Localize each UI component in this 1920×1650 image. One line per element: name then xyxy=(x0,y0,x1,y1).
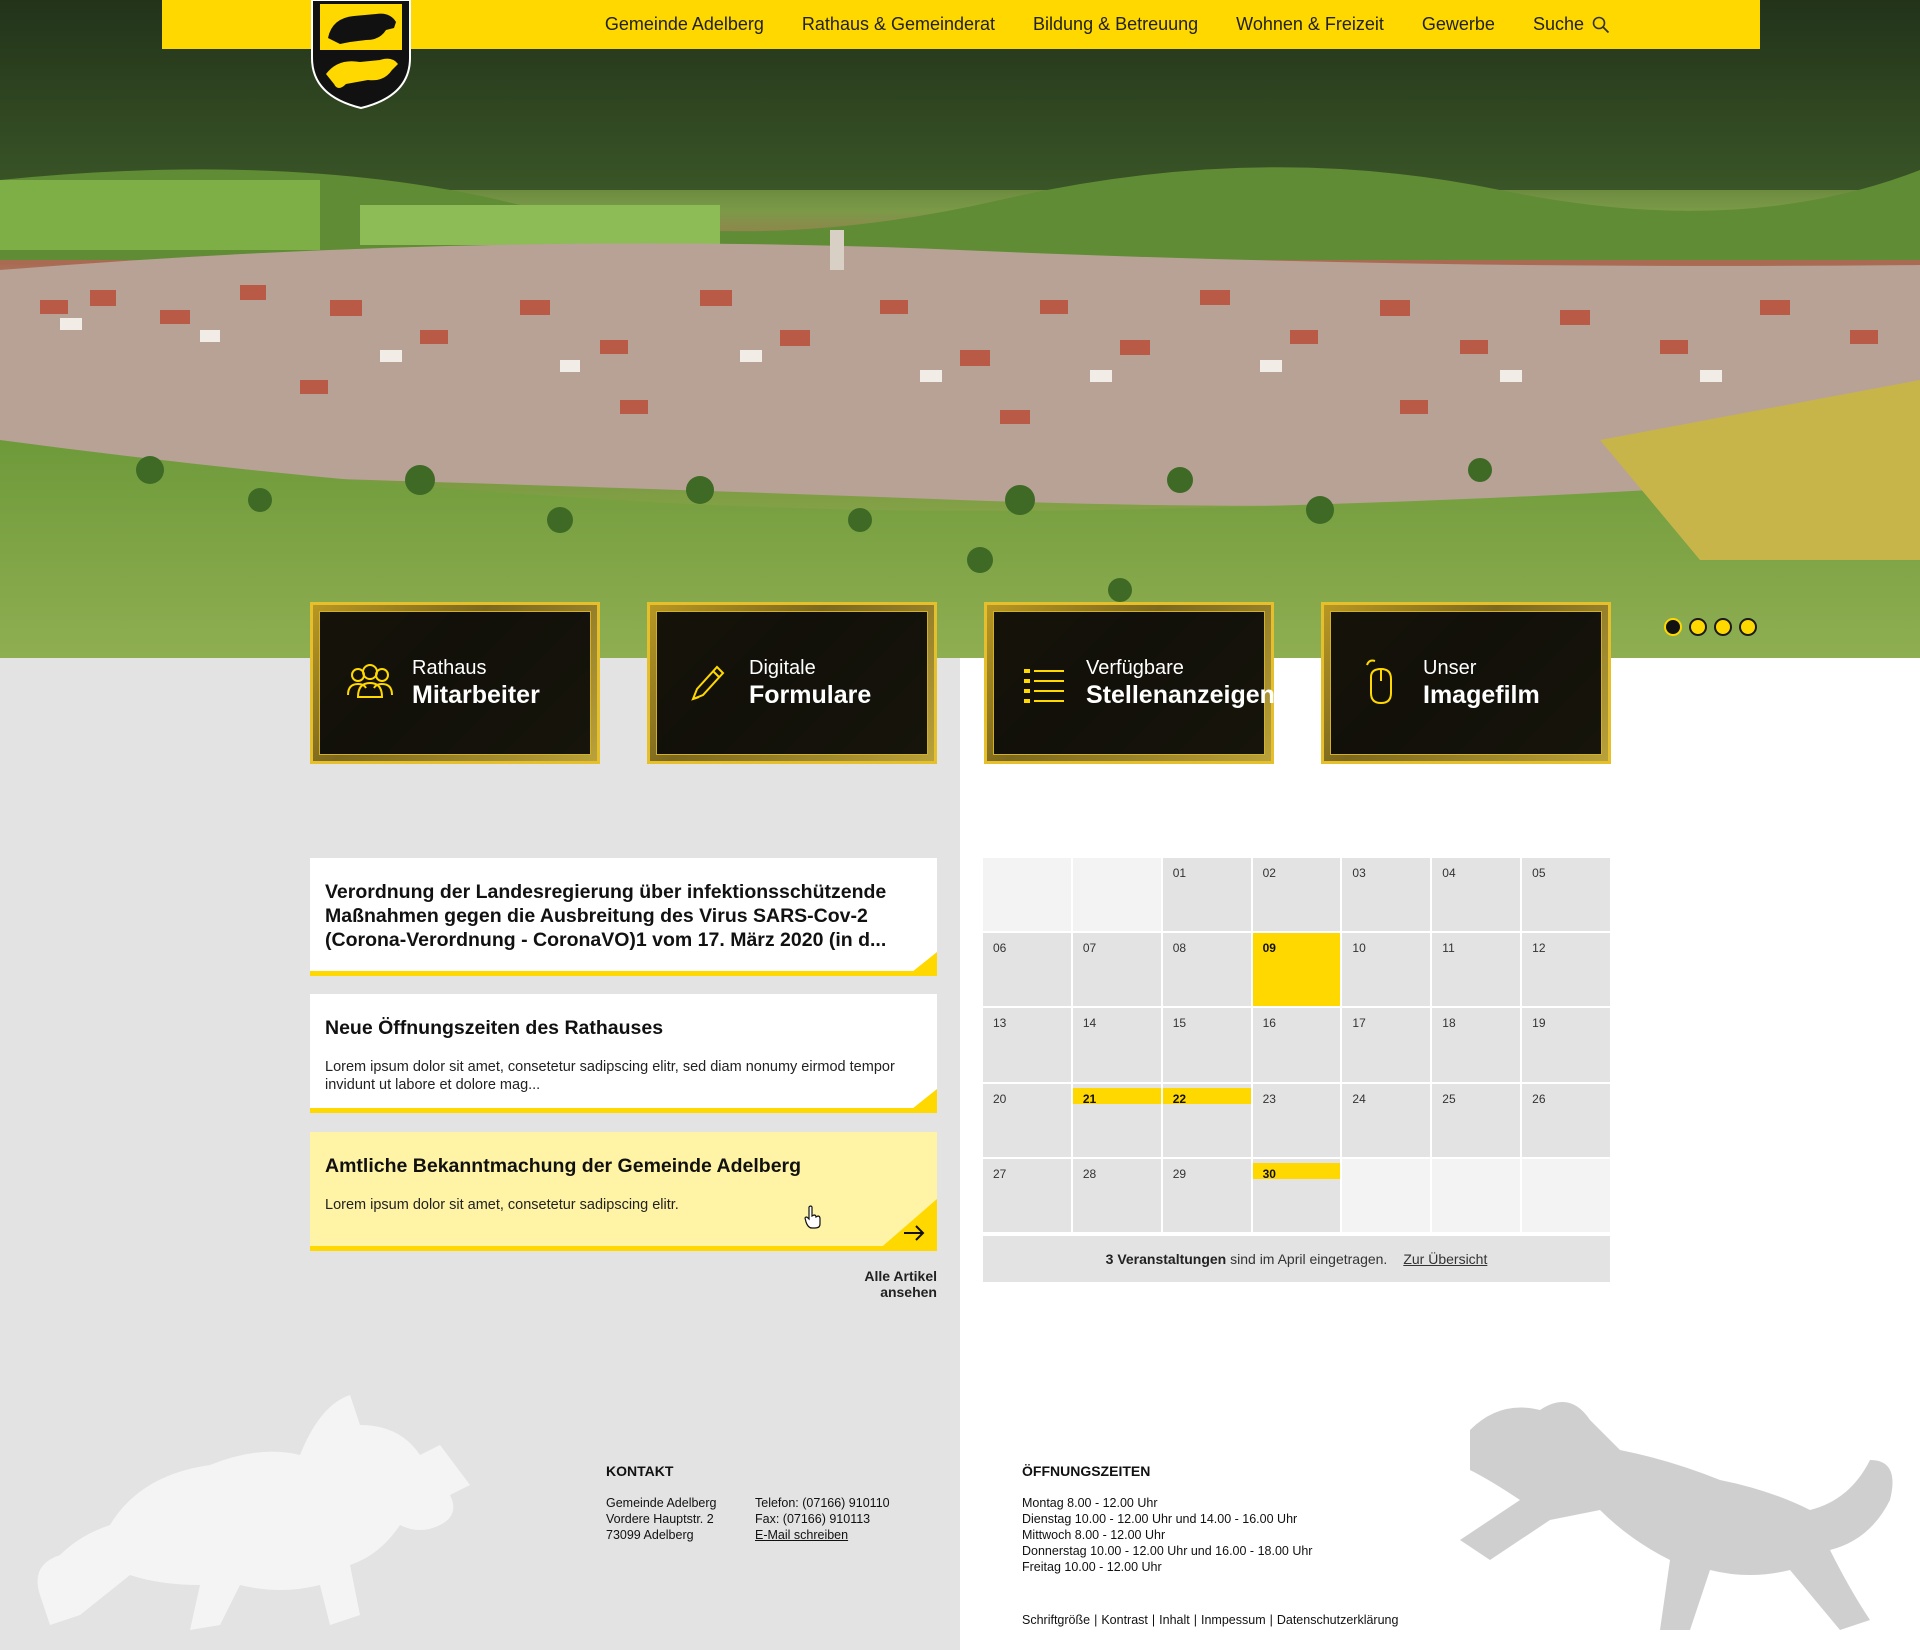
calendar-day[interactable] xyxy=(1163,933,1251,1006)
all-articles-link[interactable]: Alle Artikel ansehen xyxy=(864,1268,937,1300)
calendar-day[interactable] xyxy=(1073,1084,1161,1157)
calendar-empty-cell xyxy=(1522,1159,1610,1232)
people-icon xyxy=(342,655,398,711)
hero-image xyxy=(0,0,1920,658)
calendar-summary xyxy=(1106,1251,1388,1267)
tile-small-text: Rathaus xyxy=(412,657,487,679)
news-title: Verordnung der Landesregierung über infektionsschützende Maßnahmen gegen die Ausbreitung des Virus SARS-Cov-2 (Corona-Verordnung - CoronaVO)1 vom 17. März 2020 (in d... xyxy=(325,881,887,951)
opening-hours-line: Montag 8.00 - 12.00 Uhr xyxy=(1022,1496,1158,1510)
calendar-day-number: 26 xyxy=(1532,1091,1546,1106)
calendar-empty-cell xyxy=(1073,858,1161,931)
tile-inner xyxy=(993,611,1275,755)
address-line: Gemeinde Adelberg xyxy=(606,1496,717,1510)
calendar-day-number: 17 xyxy=(1352,1016,1366,1031)
calendar-day-number: 01 xyxy=(1172,866,1187,880)
calendar-day-number: 29 xyxy=(1172,1166,1187,1181)
address-line: 73099 Adelberg xyxy=(606,1528,694,1542)
calendar-day-number: 06 xyxy=(993,941,1007,956)
calendar-day-number: 07 xyxy=(1082,941,1097,956)
main-nav xyxy=(605,0,1610,49)
calendar-day[interactable] xyxy=(983,933,1071,1006)
contact-title: KONTAKT xyxy=(606,1463,674,1479)
lion-silhouette-icon xyxy=(1430,1390,1900,1640)
calendar-day[interactable] xyxy=(1253,933,1341,1006)
coat-of-arms-logo[interactable] xyxy=(310,0,412,110)
font-size-link[interactable]: Schriftgröße xyxy=(1022,1613,1091,1627)
search-icon xyxy=(1592,16,1610,34)
tile-inner xyxy=(656,611,928,755)
calendar-day-number: 18 xyxy=(1442,1016,1456,1031)
news-text: Lorem ipsum dolor sit amet, consetetur sadipscing elitr, sed diam nonumy eirmod tempor invidunt ut labore et dolore mag... xyxy=(325,1059,895,1093)
search-button[interactable] xyxy=(1533,14,1610,35)
calendar-day-number: 05 xyxy=(1532,866,1546,880)
opening-hours-title: ÖFFNUNGSZEITEN xyxy=(1022,1463,1151,1479)
pencil-icon xyxy=(679,655,735,711)
calendar-day-number: 12 xyxy=(1532,941,1546,956)
calendar-day[interactable] xyxy=(983,1159,1071,1232)
tile-small-text: Digitale xyxy=(749,657,816,679)
calendar-day[interactable] xyxy=(983,1084,1071,1157)
calendar-day[interactable] xyxy=(1522,1008,1610,1081)
news-item[interactable] xyxy=(310,994,937,1113)
list-icon xyxy=(1016,655,1072,711)
calendar-day-number: 10 xyxy=(1352,941,1366,956)
address-line: Vordere Hauptstr. 2 xyxy=(606,1512,714,1526)
calendar-day[interactable] xyxy=(1253,1159,1341,1232)
tile-formulare[interactable] xyxy=(647,602,937,764)
calendar-day[interactable] xyxy=(1073,1159,1161,1232)
calendar-day[interactable] xyxy=(1432,1084,1520,1157)
calendar-day-number: 16 xyxy=(1262,1016,1276,1031)
calendar-day-number: 23 xyxy=(1262,1091,1276,1106)
nav-bildung[interactable]: Bildung & Betreuung xyxy=(1033,14,1199,34)
calendar-day-number: 24 xyxy=(1352,1091,1366,1106)
calendar-day[interactable] xyxy=(1253,858,1341,931)
tile-small-text: Verfügbare xyxy=(1086,657,1184,679)
news-title: Amtliche Bekanntmachung der Gemeinde Adelberg xyxy=(325,1155,802,1177)
calendar-footer xyxy=(983,1236,1610,1282)
calendar-day-number: 11 xyxy=(1442,941,1455,956)
opening-hours-list xyxy=(1022,1495,1312,1575)
news-text: Lorem ipsum dolor sit amet, consetetur sadipscing elitr. xyxy=(325,1197,679,1213)
slider-dots xyxy=(1664,618,1757,636)
news-item-highlighted[interactable] xyxy=(310,1132,937,1251)
calendar-day-number: 28 xyxy=(1082,1166,1097,1181)
calendar-overview-link[interactable]: Zur Übersicht xyxy=(1403,1251,1488,1267)
slider-dot-4[interactable] xyxy=(1739,618,1757,636)
calendar-day-number: 19 xyxy=(1532,1016,1546,1031)
calendar-day-number: 03 xyxy=(1352,866,1366,880)
fax-number: Fax: (07166) 910113 xyxy=(755,1512,871,1526)
tile-mitarbeiter[interactable] xyxy=(310,602,600,764)
opening-hours-line: Freitag 10.00 - 12.00 Uhr xyxy=(1022,1560,1162,1574)
imprint-link[interactable]: Inmpessum xyxy=(1201,1613,1266,1627)
nav-gewerbe[interactable]: Gewerbe xyxy=(1421,14,1495,34)
calendar-day-number: 30 xyxy=(1262,1166,1276,1181)
calendar-day[interactable] xyxy=(1253,1008,1341,1081)
opening-hours-line: Mittwoch 8.00 - 12.00 Uhr xyxy=(1022,1528,1166,1542)
tile-large-text: Imagefilm xyxy=(1423,681,1540,709)
contrast-link[interactable]: Kontrast xyxy=(1101,1613,1148,1627)
calendar-day[interactable] xyxy=(1342,1084,1430,1157)
boar-silhouette-icon xyxy=(20,1385,480,1635)
separator: | xyxy=(1151,1613,1156,1627)
calendar-day-number: 14 xyxy=(1082,1016,1097,1031)
tile-large-text: Stellenanzeigen xyxy=(1086,681,1275,709)
tile-imagefilm[interactable] xyxy=(1321,602,1611,764)
calendar-day[interactable] xyxy=(1522,1084,1610,1157)
tile-large-text: Mitarbeiter xyxy=(412,681,540,709)
calendar-day-number: 21 xyxy=(1082,1091,1097,1106)
news-title: Neue Öffnungszeiten des Rathauses xyxy=(325,1017,664,1039)
event-calendar xyxy=(983,858,1610,1232)
calendar-day[interactable] xyxy=(1522,933,1610,1006)
phone-number: Telefon: (07166) 910110 xyxy=(755,1496,890,1510)
calendar-day[interactable] xyxy=(1342,858,1430,931)
content-link[interactable]: Inhalt xyxy=(1159,1613,1190,1627)
calendar-day[interactable] xyxy=(1163,858,1251,931)
calendar-day-number: 02 xyxy=(1262,866,1276,880)
calendar-day[interactable] xyxy=(1342,933,1430,1006)
legal-links xyxy=(1022,1613,1398,1627)
calendar-empty-cell xyxy=(1432,1159,1520,1232)
calendar-day[interactable] xyxy=(1432,933,1520,1006)
contact-address xyxy=(606,1495,717,1543)
slider-dot-1[interactable] xyxy=(1664,618,1682,636)
calendar-day-number: 04 xyxy=(1442,866,1456,880)
calendar-day[interactable] xyxy=(1432,1008,1520,1081)
calendar-day[interactable] xyxy=(983,1008,1071,1081)
calendar-day[interactable] xyxy=(1163,1008,1251,1081)
news-item[interactable] xyxy=(310,858,937,976)
arrow-right-icon[interactable] xyxy=(903,1225,925,1241)
calendar-day[interactable] xyxy=(1163,1084,1251,1157)
tile-small-text: Unser xyxy=(1423,657,1477,679)
news-corner xyxy=(907,1089,937,1113)
nav-rathaus[interactable]: Rathaus & Gemeinderat xyxy=(801,14,996,34)
calendar-day-number: 09 xyxy=(1262,941,1276,956)
calendar-day[interactable] xyxy=(1342,1008,1430,1081)
nav-gemeinde[interactable]: Gemeinde Adelberg xyxy=(604,14,764,34)
hand-cursor-icon xyxy=(804,1205,822,1229)
tile-large-text: Formulare xyxy=(749,681,872,709)
tile-inner xyxy=(319,611,591,755)
tile-inner xyxy=(1330,611,1602,755)
calendar-day[interactable] xyxy=(1073,933,1161,1006)
calendar-day[interactable] xyxy=(1522,858,1610,931)
event-summary-text: sind im April eingetragen. xyxy=(1230,1251,1388,1267)
calendar-day-number: 20 xyxy=(993,1091,1007,1106)
calendar-day-number: 22 xyxy=(1172,1091,1187,1106)
separator: | xyxy=(1269,1613,1273,1627)
village-landscape xyxy=(0,0,1920,658)
calendar-day-number: 08 xyxy=(1172,941,1187,956)
calendar-day-number: 25 xyxy=(1442,1091,1456,1106)
calendar-day-number: 27 xyxy=(993,1166,1007,1181)
separator: | xyxy=(1094,1613,1098,1627)
event-count: 3 Veranstaltungen xyxy=(1105,1251,1227,1267)
calendar-day[interactable] xyxy=(1253,1084,1341,1157)
calendar-day[interactable] xyxy=(1073,1008,1161,1081)
privacy-link[interactable]: Datenschutzerklärung xyxy=(1276,1613,1399,1627)
nav-wohnen[interactable]: Wohnen & Freizeit xyxy=(1236,14,1384,34)
email-link[interactable]: E-Mail schreiben xyxy=(755,1528,849,1542)
opening-hours-line: Donnerstag 10.00 - 12.00 Uhr und 16.00 - 18.00 Uhr xyxy=(1022,1544,1313,1558)
separator: | xyxy=(1193,1613,1197,1627)
search-label: Suche xyxy=(1532,14,1584,34)
opening-hours-line: Dienstag 10.00 - 12.00 Uhr und 14.00 - 16.00 Uhr xyxy=(1022,1512,1298,1526)
calendar-day[interactable] xyxy=(1432,858,1520,931)
mouse-icon xyxy=(1353,655,1409,711)
tile-stellenanzeigen[interactable] xyxy=(984,602,1274,764)
calendar-day[interactable] xyxy=(1163,1159,1251,1232)
calendar-empty-cell xyxy=(983,858,1071,931)
news-corner xyxy=(907,952,937,976)
slider-dot-3[interactable] xyxy=(1714,618,1732,636)
slider-dot-2[interactable] xyxy=(1689,618,1707,636)
calendar-day-number: 13 xyxy=(993,1016,1007,1031)
contact-phone-block xyxy=(755,1495,890,1543)
calendar-empty-cell xyxy=(1342,1159,1430,1232)
calendar-day-number: 15 xyxy=(1172,1016,1187,1031)
